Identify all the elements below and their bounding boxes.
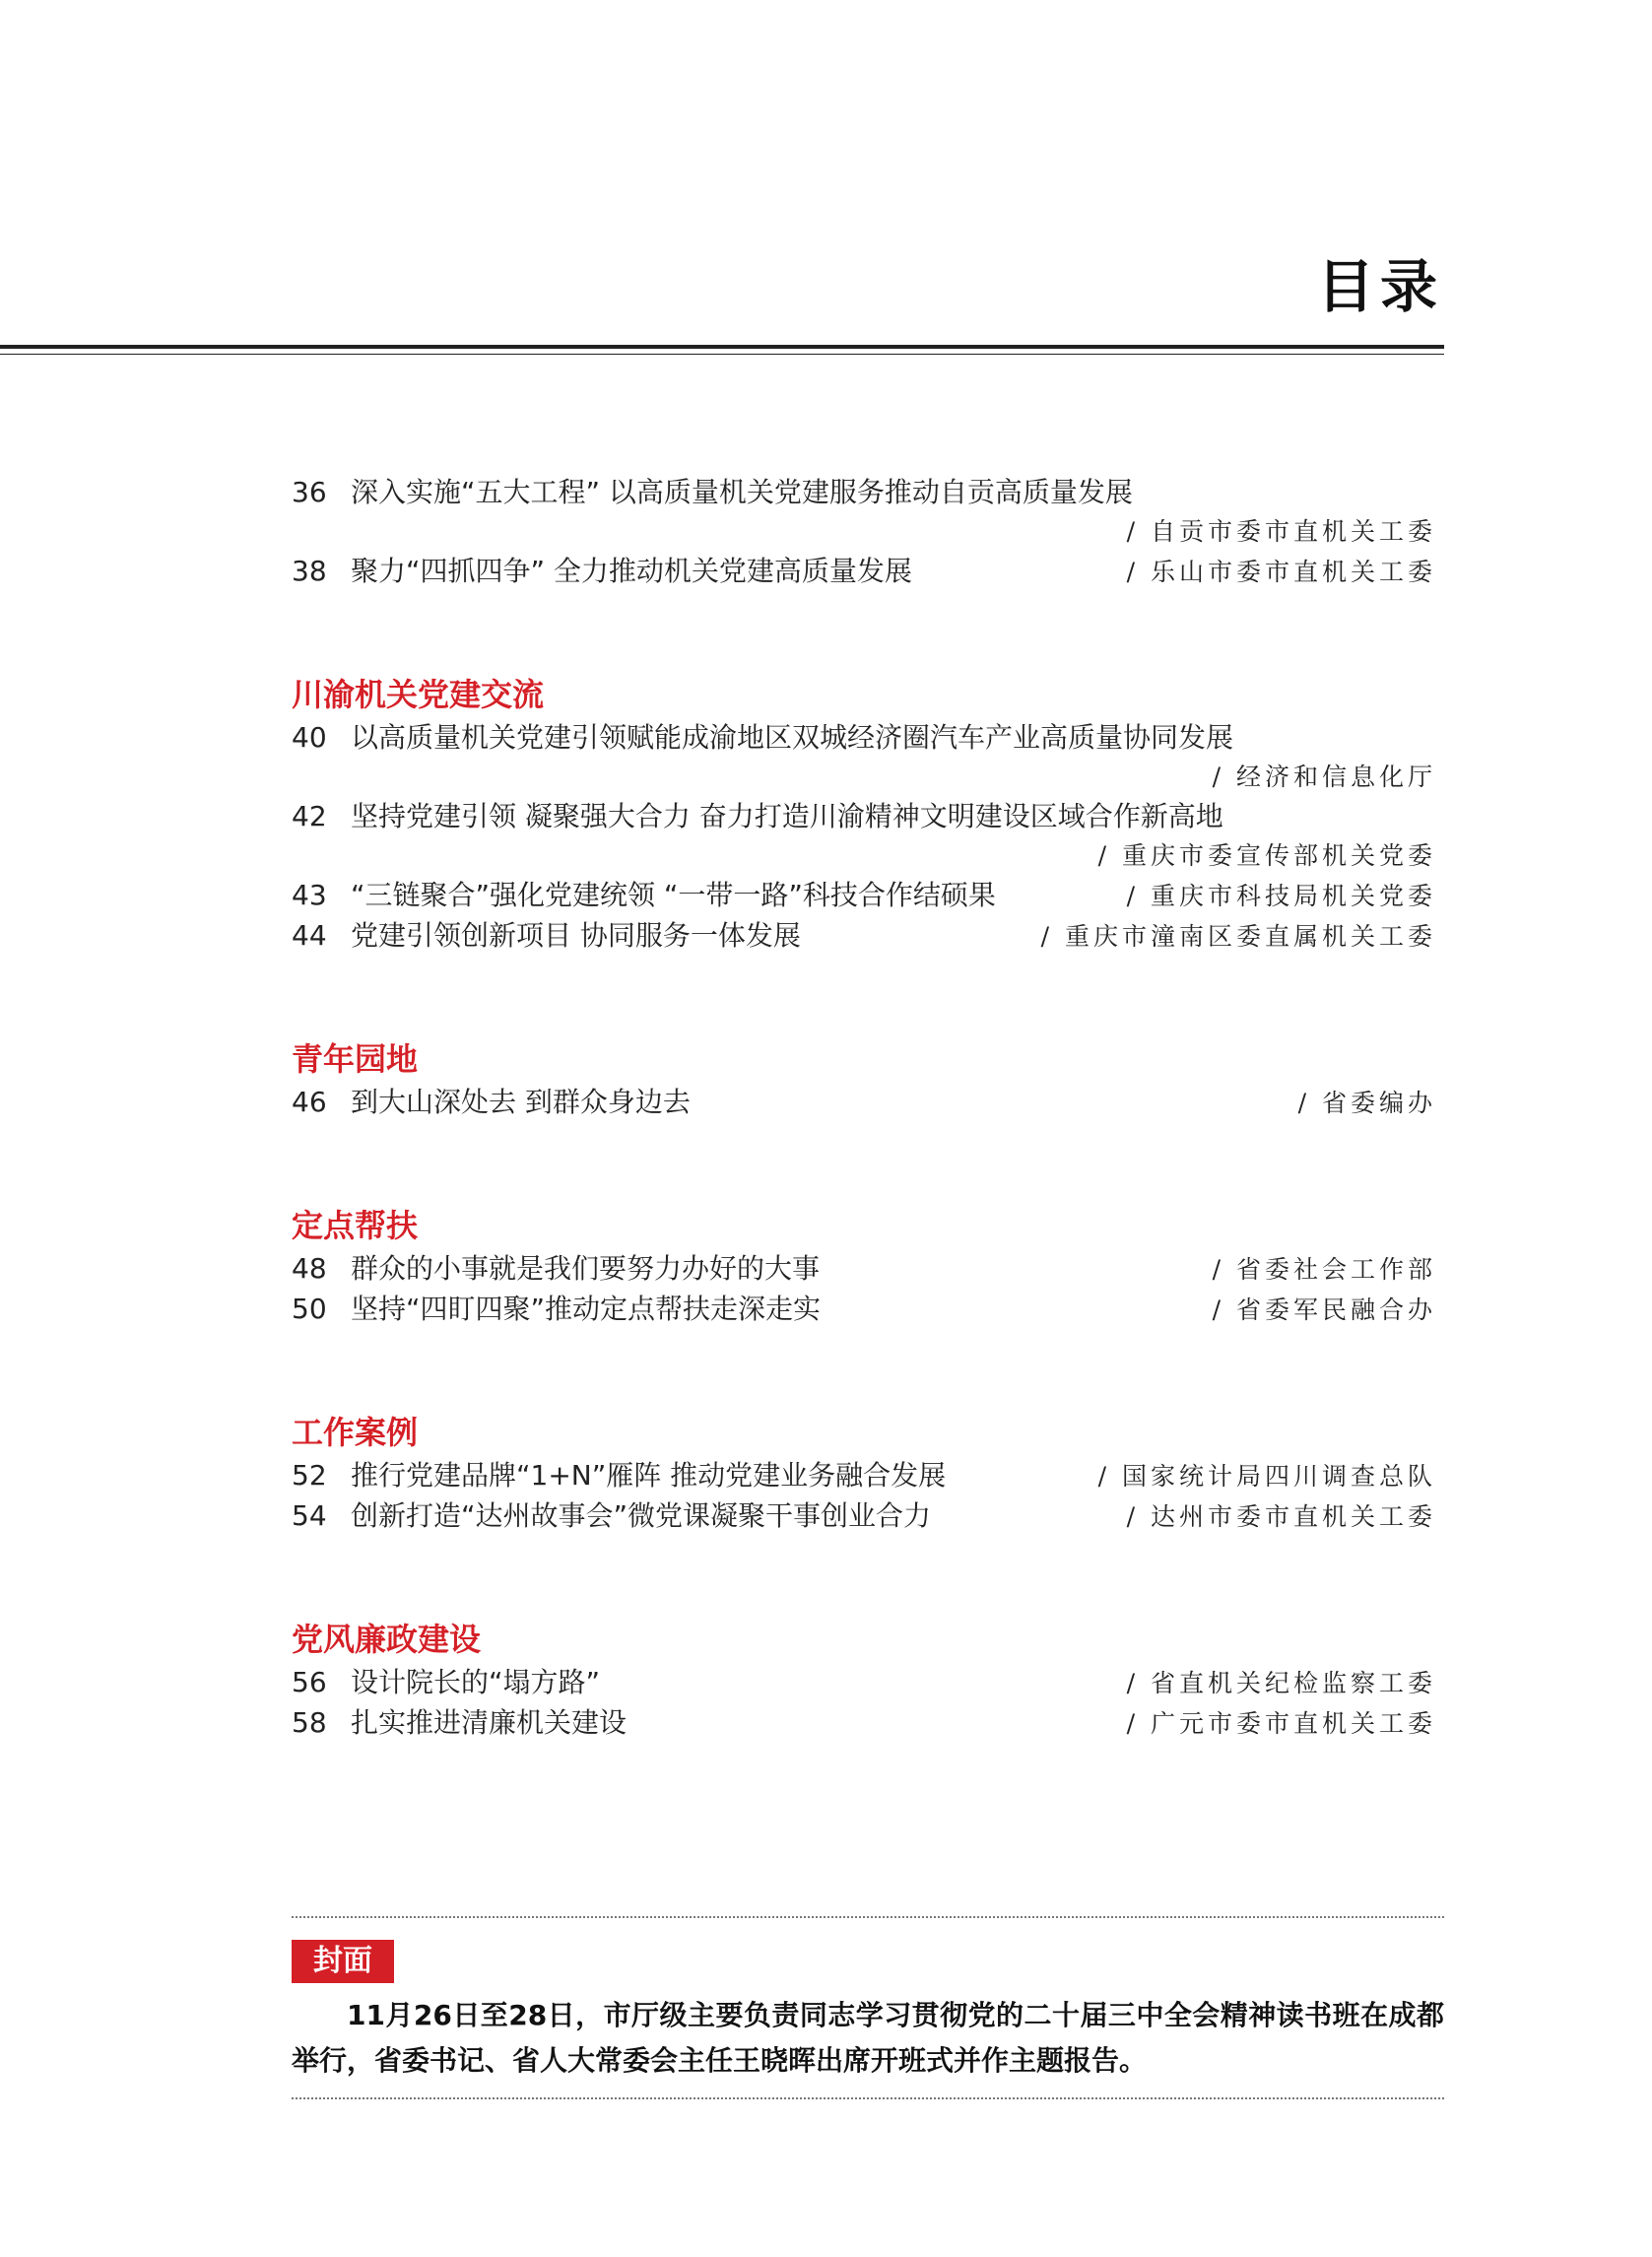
- entry-title: 以高质量机关党建引领赋能成渝地区双城经济圈汽车产业高质量协同发展: [351, 721, 1234, 754]
- toc-entry[interactable]: [292, 1663, 1444, 1703]
- cover-divider-bottom: [292, 2097, 1444, 2099]
- entry-title: 党建引领创新项目 协同服务一体发展: [351, 919, 801, 952]
- cover-note: [292, 1916, 1444, 2099]
- section-heading: 定点帮扶: [292, 1207, 419, 1244]
- entry-page-number: 58: [292, 1706, 327, 1739]
- toc-section: [292, 1039, 1444, 1123]
- entry-author-org: / 经济和信息化厅: [1212, 763, 1436, 791]
- entry-author-org: / 国家统计局四川调查总队: [1097, 1462, 1436, 1491]
- entry-author-org: / 重庆市委宣传部机关党委: [1097, 841, 1436, 870]
- entry-page-number: 43: [292, 879, 327, 911]
- entry-title: 深入实施“五大工程” 以高质量机关党建服务推动自贡高质量发展: [351, 476, 1133, 508]
- entry-title: 到大山深处去 到群众身边去: [351, 1086, 691, 1118]
- entry-page-number: 42: [292, 800, 327, 832]
- entry-author-org: / 重庆市科技局机关党委: [1126, 882, 1436, 910]
- entry-author-org: / 省委军民融合办: [1212, 1295, 1436, 1324]
- toc-entry[interactable]: [292, 1083, 1444, 1123]
- entry-page-number: 54: [292, 1499, 327, 1532]
- entry-title: 设计院长的“塌方路”: [351, 1666, 601, 1698]
- toc-entry[interactable]: [292, 1456, 1444, 1496]
- toc-entry[interactable]: [292, 552, 1444, 592]
- cover-label: 封面: [292, 1940, 394, 1983]
- entry-author-org: / 省委编办: [1297, 1089, 1436, 1117]
- entry-title: 群众的小事就是我们要努力办好的大事: [351, 1252, 821, 1285]
- entry-page-number: 48: [292, 1252, 327, 1285]
- entry-title: “三链聚合”强化党建统领 “一带一路”科技合作结硕果: [351, 879, 996, 911]
- toc-entry[interactable]: [292, 1249, 1444, 1290]
- section-heading: 工作案例: [292, 1414, 419, 1451]
- toc-section: [292, 1620, 1444, 1744]
- section-heading: 青年园地: [292, 1040, 419, 1078]
- entry-page-number: 56: [292, 1666, 327, 1698]
- toc-entry[interactable]: [292, 1290, 1444, 1330]
- table-of-contents: [292, 473, 1444, 1826]
- toc-entry[interactable]: [292, 1703, 1444, 1744]
- title-rule-thick: [0, 345, 1444, 349]
- toc-entry[interactable]: [292, 797, 1444, 876]
- entry-title: 推行党建品牌“1+N”雁阵 推动党建业务融合发展: [351, 1459, 947, 1492]
- entry-author-org: / 广元市委市直机关工委: [1126, 1709, 1436, 1738]
- entry-author-org: / 省委社会工作部: [1212, 1255, 1436, 1284]
- entry-page-number: 38: [292, 555, 327, 587]
- toc-section: [292, 1413, 1444, 1537]
- toc-section: [292, 473, 1444, 592]
- toc-entry[interactable]: [292, 1496, 1444, 1537]
- entry-title: 坚持党建引领 凝聚强大合力 奋力打造川渝精神文明建设区域合作新高地: [351, 800, 1223, 832]
- entry-title: 坚持“四盯四聚”推动定点帮扶走深走实: [351, 1293, 822, 1325]
- entry-author-org: / 自贡市委市直机关工委: [1126, 517, 1436, 546]
- entry-author-org: / 省直机关纪检监察工委: [1126, 1669, 1436, 1697]
- toc-entry[interactable]: [292, 876, 1444, 916]
- cover-caption: 11月26日至28日，市厅级主要负责同志学习贯彻党的二十届三中全会精神读书班在成都举行，省委书记、省人大常委会主任王晓晖出席开班式并作主题报告。: [292, 1999, 1444, 2077]
- entry-page-number: 46: [292, 1086, 327, 1118]
- entry-page-number: 40: [292, 721, 327, 754]
- toc-entry[interactable]: [292, 718, 1444, 797]
- page-title: 目录: [1316, 253, 1443, 320]
- entry-title: 创新打造“达州故事会”微党课凝聚干事创业合力: [351, 1499, 932, 1532]
- entry-page-number: 52: [292, 1459, 327, 1492]
- entry-title: 聚力“四抓四争” 全力推动机关党建高质量发展: [351, 555, 912, 587]
- section-heading: 党风廉政建设: [292, 1621, 482, 1658]
- entry-author-org: / 乐山市委市直机关工委: [1126, 558, 1436, 586]
- entry-title: 扎实推进清廉机关建设: [351, 1706, 628, 1739]
- toc-section: [292, 675, 1444, 957]
- entry-page-number: 44: [292, 919, 327, 952]
- toc-entry[interactable]: [292, 473, 1444, 552]
- entry-page-number: 50: [292, 1293, 327, 1325]
- toc-section: [292, 1206, 1444, 1330]
- title-rule-thin: [0, 354, 1444, 355]
- toc-entry[interactable]: [292, 916, 1444, 957]
- entry-page-number: 36: [292, 476, 327, 508]
- entry-author-org: / 达州市委市直机关工委: [1126, 1502, 1436, 1531]
- entry-author-org: / 重庆市潼南区委直属机关工委: [1040, 922, 1436, 951]
- section-heading: 川渝机关党建交流: [292, 676, 545, 713]
- cover-divider-top: [292, 1916, 1444, 1918]
